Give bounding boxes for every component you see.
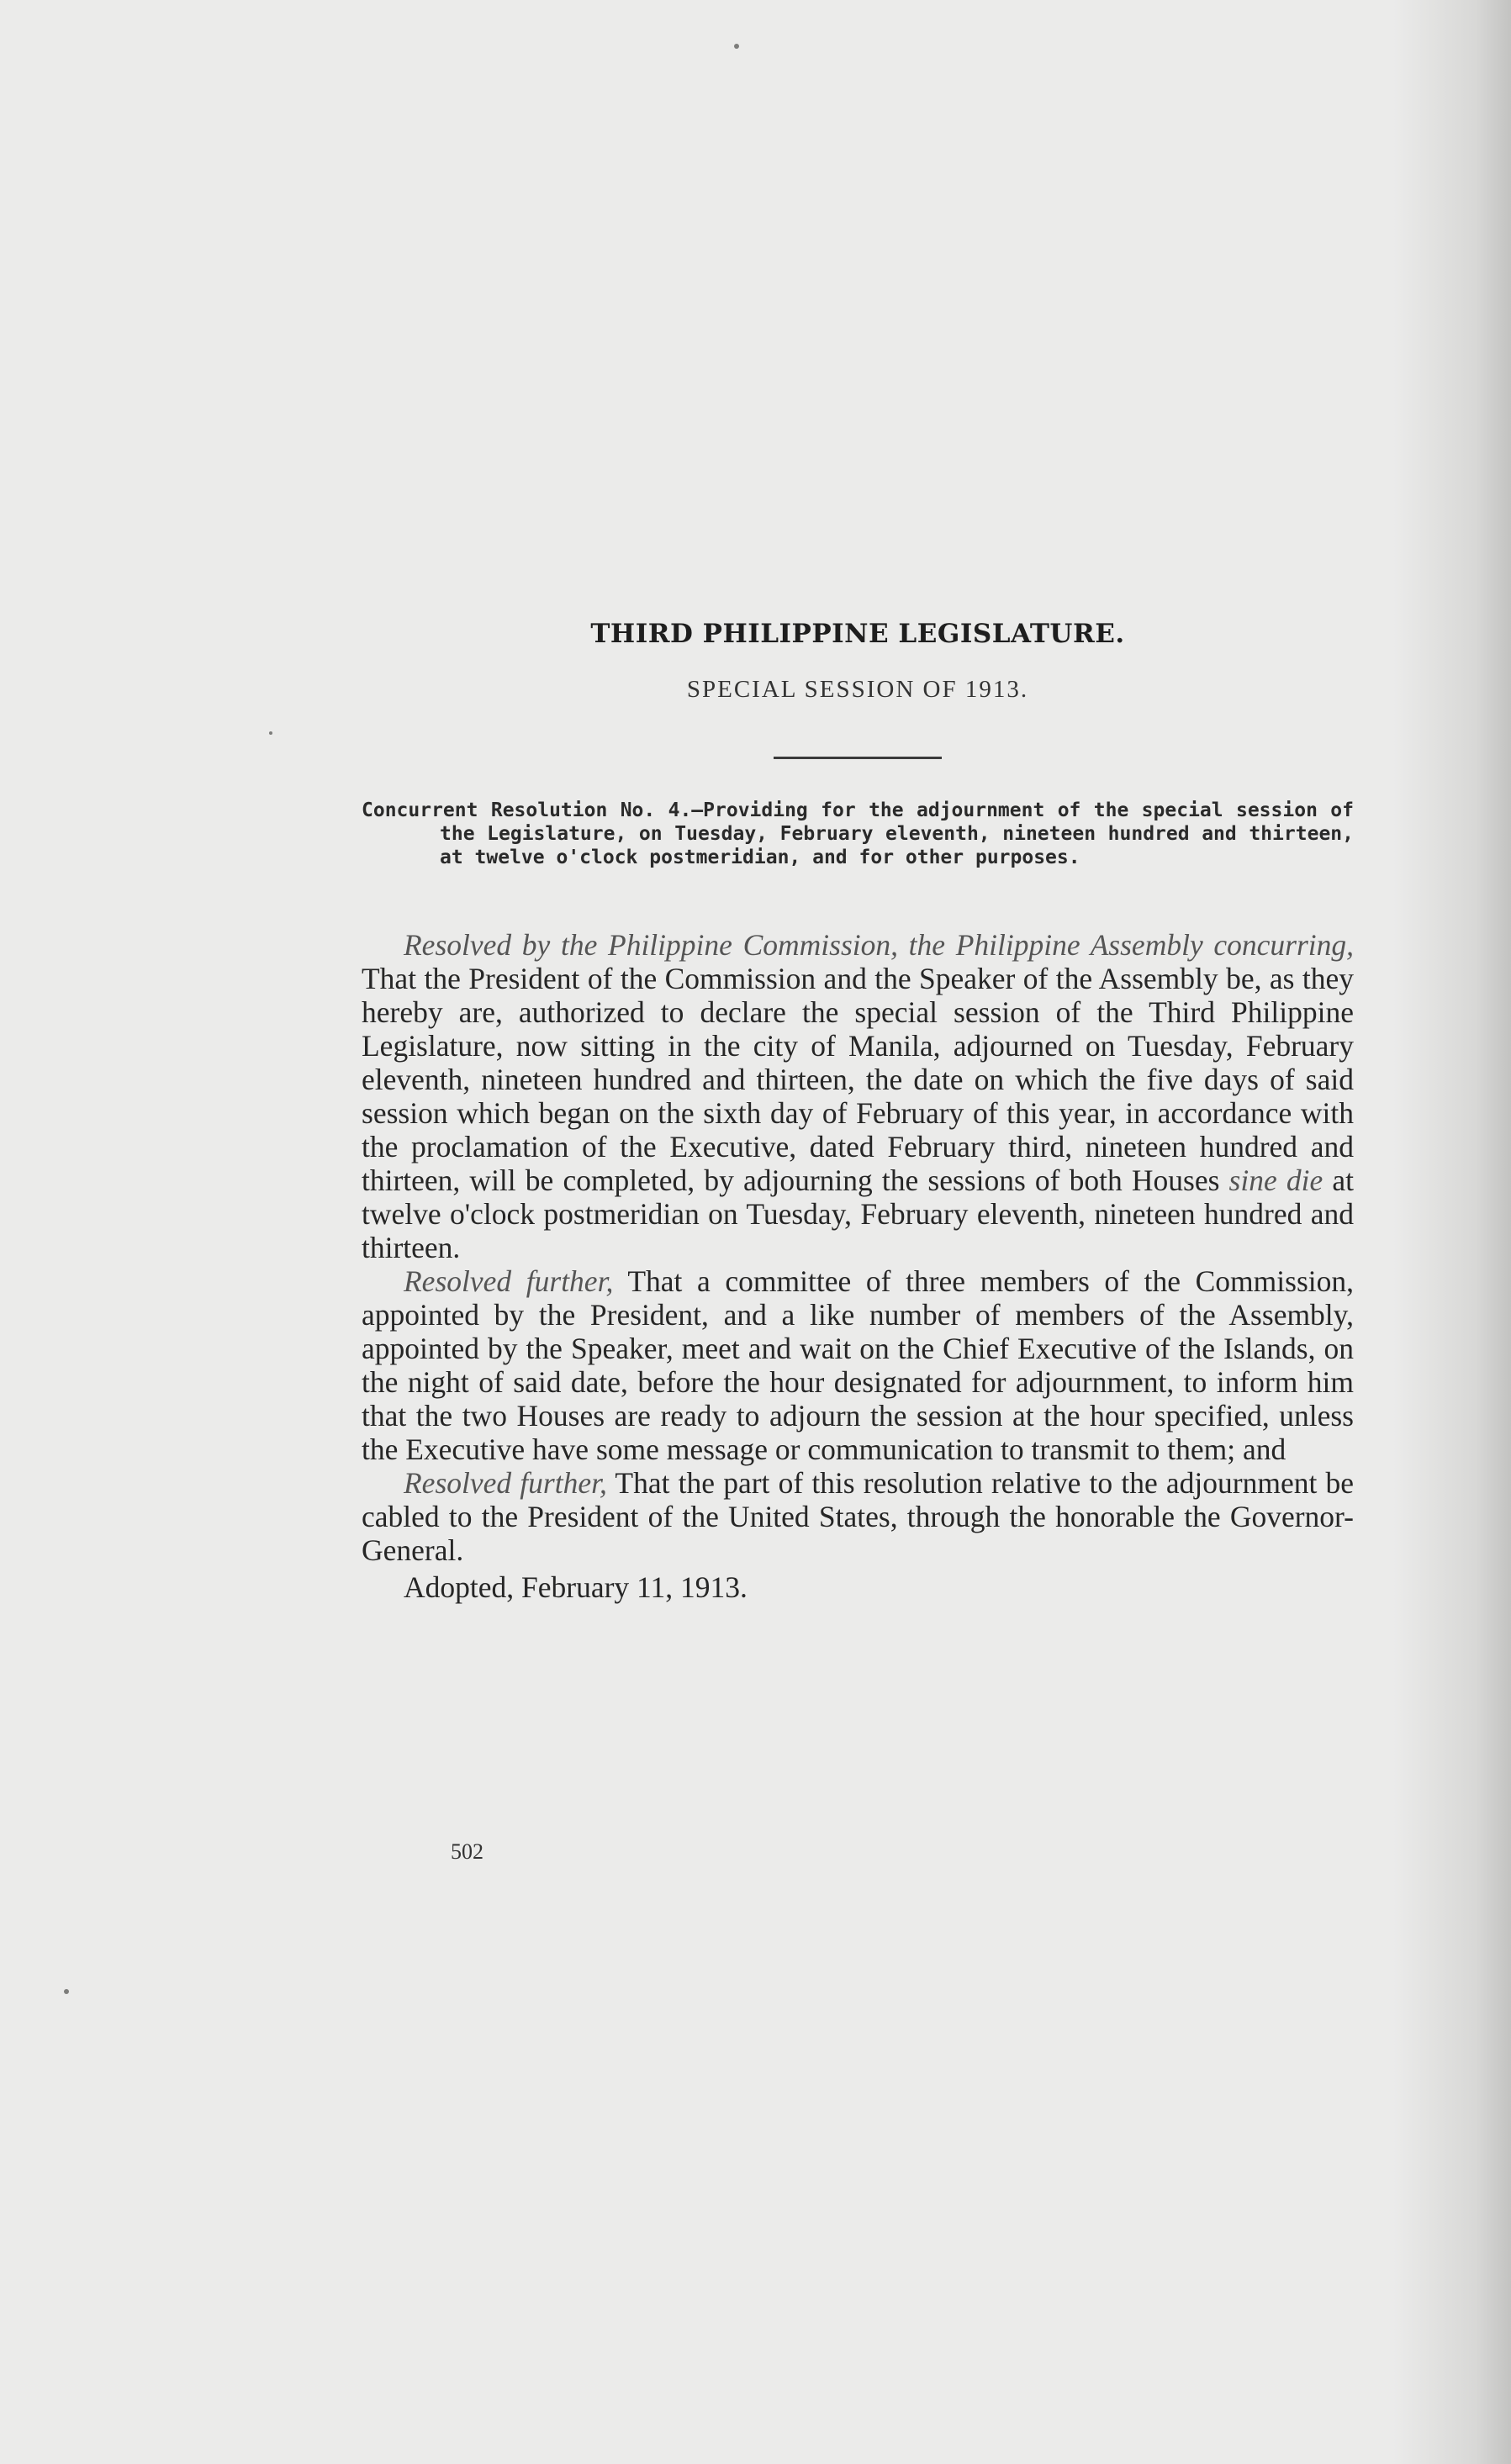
paragraph-text: That a committee of three members of the Commission, appointed by the President, and a like number of members of the Assembly, appointed by the Speaker, meet and wait on the Chief Executive of the Islands, on the night of said date, before the hour designated for adjournment, to inform him that the two Houses are ready to adjourn the session at the hour specified, unless the Executive have some message or communication to transmit to them; and: [362, 1264, 1355, 1466]
legislature-title: THIRD PHILIPPINE LEGISLATURE.: [590, 619, 1125, 649]
resolution-paragraph-1: [362, 928, 1354, 1264]
paragraph-text: at twelve o'clock postmeridian on Tuesday, February eleventh, nineteen hundred and thirteen.: [362, 1163, 1355, 1264]
adoption-date: Adopted, February 11, 1913.: [404, 1570, 748, 1604]
resolution-paragraph-2: [362, 1264, 1354, 1466]
scan-speck: [269, 731, 272, 735]
resolved-further-lead: Resolved further,: [404, 1466, 607, 1500]
scan-speck: [734, 44, 739, 49]
resolved-clause-lead: Resolved by the Philippine Commission, the Philippine Assembly concurring,: [404, 928, 1354, 962]
session-title: SPECIAL SESSION OF 1913.: [686, 676, 1029, 703]
sine-die-phrase: sine die: [1228, 1163, 1323, 1197]
resolution-body: [362, 928, 1354, 1604]
resolution-paragraph-3: [362, 1466, 1354, 1567]
paragraph-text: That the President of the Commission and the Speaker of the Assembly be, as they hereby are, authorized to declare the special session of the Third Philippine Legislature, now sitting in the city of Manila, adjourned on Tuesday, February eleventh, nineteen hundred and thirteen, the date on which the five days of said session which began on the sixth day of February of this year, in accordance with the proclamation of the Executive, dated February third, nineteen hundred and thirteen, will be completed, by adjourning the sessions of both Houses: [362, 962, 1354, 1197]
scan-edge-shadow: [1393, 0, 1511, 2464]
title-divider: [774, 757, 942, 759]
page-number: 502: [451, 1839, 483, 1864]
resolved-further-lead: Resolved further,: [404, 1264, 614, 1298]
resolution-caption-text: Concurrent Resolution No. 4.—Providing for the adjournment of the special session of the Legislature, on Tuesday, February eleventh, nineteen hundred and thirteen, at twelve o'clock postmeridian, and for other purposes.: [362, 799, 1354, 868]
resolution-caption: [362, 799, 1354, 869]
paragraph-text: That the part of this resolution relative to the adjournment be cabled to the President of the United States, through the honorable the Governor-General.: [362, 1466, 1355, 1567]
scan-speck: [64, 1989, 69, 1994]
